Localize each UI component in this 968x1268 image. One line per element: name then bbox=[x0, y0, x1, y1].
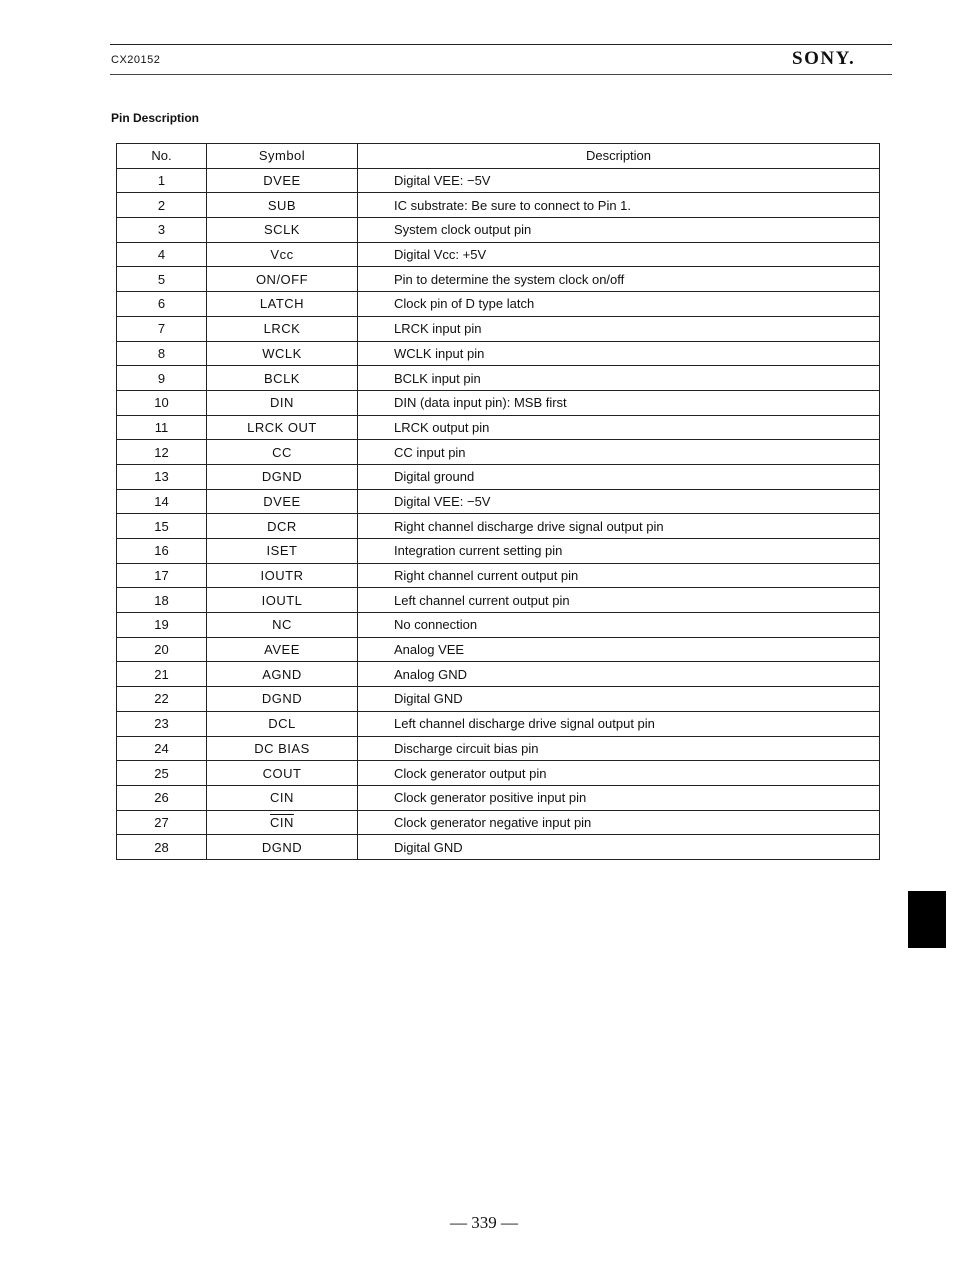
pin-description-cell: LRCK input pin bbox=[358, 316, 880, 341]
column-header-no: No. bbox=[117, 144, 207, 169]
table-row bbox=[117, 292, 880, 317]
pin-description-cell: CC input pin bbox=[358, 440, 880, 465]
pin-number-cell: 7 bbox=[117, 316, 207, 341]
pin-symbol-cell: BCLK bbox=[207, 366, 358, 391]
pin-number-cell: 17 bbox=[117, 563, 207, 588]
pin-symbol-cell: COUT bbox=[207, 761, 358, 786]
pin-symbol-cell: NC bbox=[207, 613, 358, 638]
table-header-row bbox=[117, 144, 880, 169]
pin-symbol-cell: SCLK bbox=[207, 218, 358, 243]
pin-description-cell: Digital VEE: −5V bbox=[358, 168, 880, 193]
pin-symbol-cell: IOUTL bbox=[207, 588, 358, 613]
pin-symbol-cell: DGND bbox=[207, 687, 358, 712]
pin-number-cell: 16 bbox=[117, 539, 207, 564]
pin-description-cell: Clock generator output pin bbox=[358, 761, 880, 786]
pin-symbol-cell: DGND bbox=[207, 835, 358, 860]
table-row bbox=[117, 613, 880, 638]
table-row bbox=[117, 415, 880, 440]
pin-description-cell: Analog GND bbox=[358, 662, 880, 687]
pin-description-cell: Digital Vcc: +5V bbox=[358, 242, 880, 267]
pin-number-cell: 18 bbox=[117, 588, 207, 613]
pin-number-cell: 6 bbox=[117, 292, 207, 317]
pin-description-cell: Digital VEE: −5V bbox=[358, 489, 880, 514]
pin-symbol-cell: DC BIAS bbox=[207, 736, 358, 761]
pin-symbol-cell: DCL bbox=[207, 711, 358, 736]
pin-number-cell: 4 bbox=[117, 242, 207, 267]
pin-number-cell: 11 bbox=[117, 415, 207, 440]
pin-description-cell: No connection bbox=[358, 613, 880, 638]
pin-description-cell: System clock output pin bbox=[358, 218, 880, 243]
pin-number-cell: 15 bbox=[117, 514, 207, 539]
pin-number-cell: 8 bbox=[117, 341, 207, 366]
pin-symbol-cell: LRCK bbox=[207, 316, 358, 341]
pin-symbol-cell: DGND bbox=[207, 464, 358, 489]
table-row bbox=[117, 687, 880, 712]
pin-symbol-cell: $\overline{CIN}$ bbox=[207, 810, 358, 835]
pin-symbol-cell: AGND bbox=[207, 662, 358, 687]
pin-number-cell: 25 bbox=[117, 761, 207, 786]
table-row bbox=[117, 662, 880, 687]
table-row bbox=[117, 514, 880, 539]
pin-symbol-cell: ON/OFF bbox=[207, 267, 358, 292]
table-row bbox=[117, 637, 880, 662]
header-top-rule bbox=[110, 44, 892, 45]
table-row bbox=[117, 539, 880, 564]
table-row bbox=[117, 366, 880, 391]
pin-symbol-cell: IOUTR bbox=[207, 563, 358, 588]
pin-description-cell: Clock generator positive input pin bbox=[358, 785, 880, 810]
pin-description-cell: Digital ground bbox=[358, 464, 880, 489]
pin-description-cell: Right channel current output pin bbox=[358, 563, 880, 588]
pin-symbol-cell: WCLK bbox=[207, 341, 358, 366]
pin-number-cell: 23 bbox=[117, 711, 207, 736]
pin-description-cell: LRCK output pin bbox=[358, 415, 880, 440]
pin-number-cell: 21 bbox=[117, 662, 207, 687]
pin-description-table bbox=[116, 143, 880, 860]
table-row bbox=[117, 761, 880, 786]
pin-number-cell: 5 bbox=[117, 267, 207, 292]
pin-number-cell: 19 bbox=[117, 613, 207, 638]
pin-number-cell: 27 bbox=[117, 810, 207, 835]
pin-symbol-cell: DVEE bbox=[207, 168, 358, 193]
pin-symbol-cell: ISET bbox=[207, 539, 358, 564]
table-row bbox=[117, 711, 880, 736]
pin-description-cell: Analog VEE bbox=[358, 637, 880, 662]
pin-description-cell: IC substrate: Be sure to connect to Pin 1. bbox=[358, 193, 880, 218]
pin-symbol-cell: Vcc bbox=[207, 242, 358, 267]
table-body bbox=[117, 168, 880, 859]
pin-description-cell: Clock generator negative input pin bbox=[358, 810, 880, 835]
pin-number-cell: 28 bbox=[117, 835, 207, 860]
pin-number-cell: 20 bbox=[117, 637, 207, 662]
pin-number-cell: 2 bbox=[117, 193, 207, 218]
table-row bbox=[117, 390, 880, 415]
pin-number-cell: 12 bbox=[117, 440, 207, 465]
pin-number-cell: 3 bbox=[117, 218, 207, 243]
pin-number-cell: 24 bbox=[117, 736, 207, 761]
table-row bbox=[117, 464, 880, 489]
pin-description-cell: Clock pin of D type latch bbox=[358, 292, 880, 317]
pin-description-cell: Pin to determine the system clock on/off bbox=[358, 267, 880, 292]
pin-number-cell: 10 bbox=[117, 390, 207, 415]
table-row bbox=[117, 341, 880, 366]
pin-number-cell: 13 bbox=[117, 464, 207, 489]
pin-number-cell: 26 bbox=[117, 785, 207, 810]
table-row bbox=[117, 218, 880, 243]
table-row bbox=[117, 810, 880, 835]
table-row bbox=[117, 267, 880, 292]
pin-symbol-cell: AVEE bbox=[207, 637, 358, 662]
table-row bbox=[117, 588, 880, 613]
column-header-description: Description bbox=[358, 144, 880, 169]
pin-description-cell: DIN (data input pin): MSB first bbox=[358, 390, 880, 415]
table-row bbox=[117, 440, 880, 465]
header-bottom-rule bbox=[110, 74, 892, 75]
table-row bbox=[117, 316, 880, 341]
pin-description-cell: Left channel current output pin bbox=[358, 588, 880, 613]
pin-number-cell: 22 bbox=[117, 687, 207, 712]
pin-symbol-cell: DVEE bbox=[207, 489, 358, 514]
pin-symbol-cell: DCR bbox=[207, 514, 358, 539]
table-row bbox=[117, 168, 880, 193]
pin-symbol-cell: LRCK OUT bbox=[207, 415, 358, 440]
brand-logo: SONY. bbox=[792, 48, 856, 69]
table-row bbox=[117, 242, 880, 267]
pin-symbol-cell: DIN bbox=[207, 390, 358, 415]
pin-number-cell: 9 bbox=[117, 366, 207, 391]
pin-description-cell: WCLK input pin bbox=[358, 341, 880, 366]
pin-description-cell: Digital GND bbox=[358, 835, 880, 860]
model-number: CX20152 bbox=[111, 54, 161, 66]
section-title: Pin Description bbox=[111, 111, 200, 125]
pin-symbol-cell: CIN bbox=[207, 785, 358, 810]
pin-description-cell: Left channel discharge drive signal output pin bbox=[358, 711, 880, 736]
table-row bbox=[117, 785, 880, 810]
pin-symbol-cell: LATCH bbox=[207, 292, 358, 317]
pin-description-cell: Integration current setting pin bbox=[358, 539, 880, 564]
table-row bbox=[117, 736, 880, 761]
table-row bbox=[117, 489, 880, 514]
pin-number-cell: 1 bbox=[117, 168, 207, 193]
page-number: — 339 — bbox=[450, 1213, 518, 1232]
pin-description-cell: Digital GND bbox=[358, 687, 880, 712]
section-index-tab bbox=[908, 891, 946, 948]
pin-number-cell: 14 bbox=[117, 489, 207, 514]
pin-description-cell: Discharge circuit bias pin bbox=[358, 736, 880, 761]
column-header-symbol: Symbol bbox=[207, 144, 358, 169]
pin-symbol-cell: SUB bbox=[207, 193, 358, 218]
pin-description-cell: BCLK input pin bbox=[358, 366, 880, 391]
pin-description-cell: Right channel discharge drive signal output pin bbox=[358, 514, 880, 539]
table-row bbox=[117, 563, 880, 588]
pin-symbol-cell: CC bbox=[207, 440, 358, 465]
table-row bbox=[117, 193, 880, 218]
table-row bbox=[117, 835, 880, 860]
